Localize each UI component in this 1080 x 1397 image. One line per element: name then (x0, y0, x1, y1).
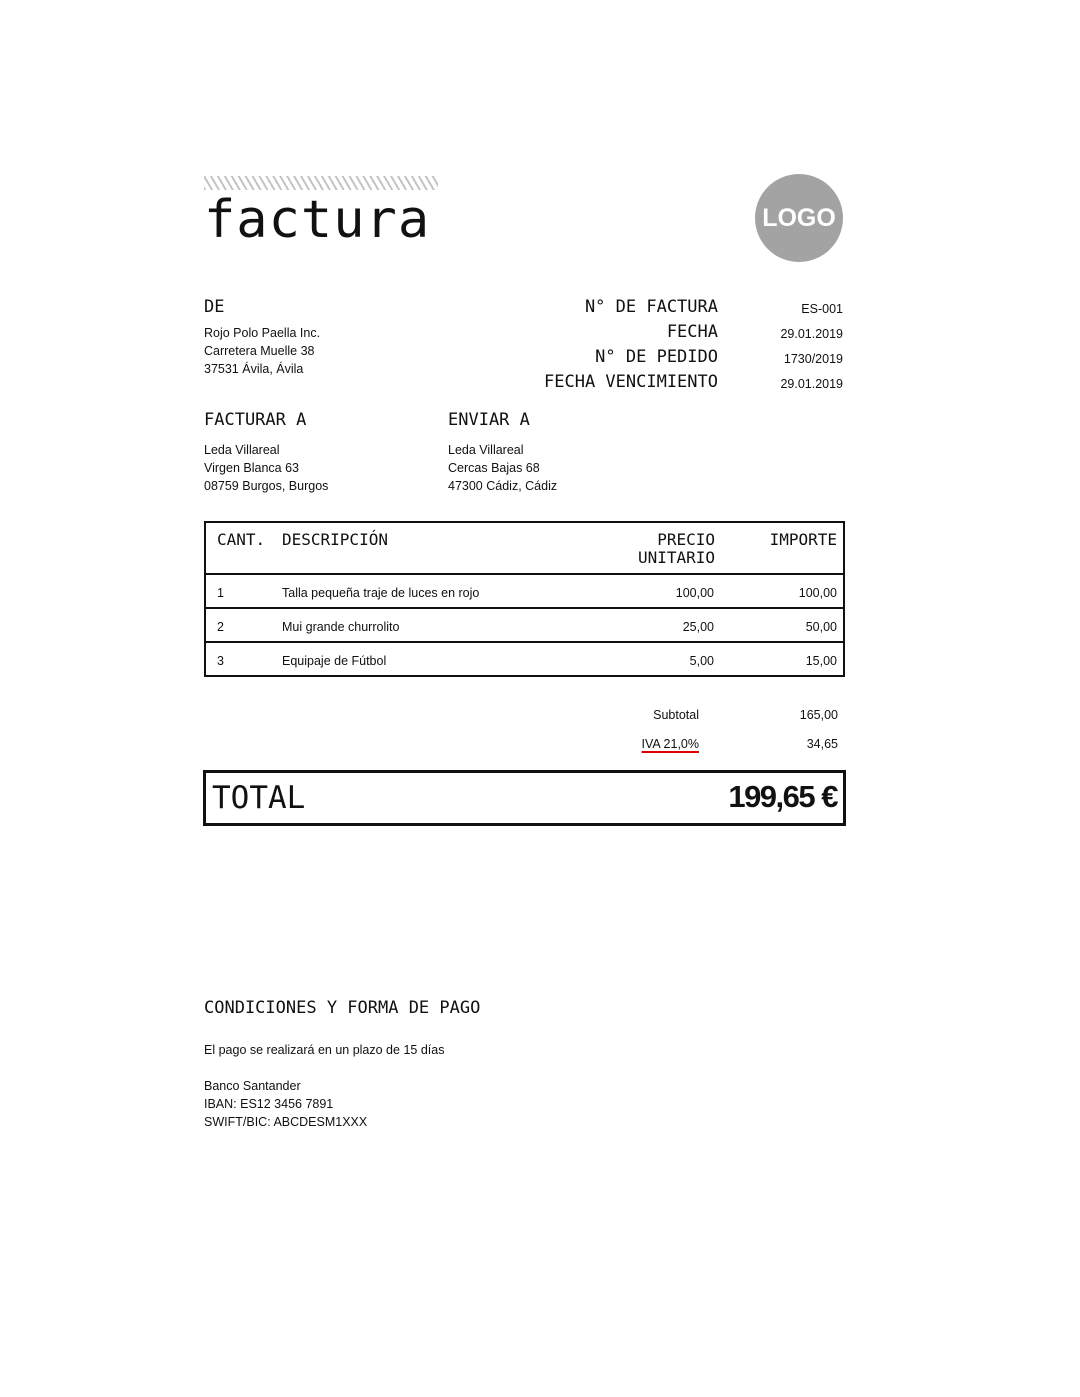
column-header-unit-price (638, 531, 715, 567)
column-header-unit-price-line: PRECIO (657, 530, 715, 549)
meta-value: 29.01.2019 (780, 327, 843, 341)
meta-invoice-number (500, 297, 843, 322)
column-header-description: DESCRIPCIÓN (282, 530, 388, 549)
row-2-qty: 2 (217, 620, 224, 634)
logo-text: LOGO (762, 203, 836, 232)
meta-label: N° DE FACTURA (584, 297, 718, 317)
from-line: Carretera Muelle 38 (204, 344, 315, 358)
items-table (204, 521, 845, 677)
meta-label: FECHA VENCIMIENTO (544, 372, 718, 392)
ship-to-address (448, 441, 557, 495)
row-3-amount: 15,00 (805, 654, 837, 668)
meta-label: N° DE PEDIDO (595, 347, 718, 367)
ship-to-line: Cercas Bajas 68 (448, 461, 540, 475)
payment-terms: El pago se realizará en un plazo de 15 días (204, 1043, 445, 1057)
bill-to-label: FACTURAR A (204, 410, 307, 430)
row-2-description: Mui grande churrolito (282, 620, 400, 634)
document-title: factura (204, 190, 431, 250)
ship-to-line: Leda Villareal (448, 443, 524, 457)
table-header-divider (206, 573, 843, 575)
ship-to-line: 47300 Cádiz, Cádiz (448, 479, 558, 493)
bank-line: IBAN: ES12 3456 7891 (204, 1097, 334, 1111)
meta-due-date (500, 372, 843, 397)
row-2-amount: 50,00 (805, 620, 837, 634)
row-3-qty: 3 (217, 654, 224, 668)
row-2-unit-price: 25,00 (682, 620, 714, 634)
row-1-amount: 100,00 (798, 586, 837, 600)
from-line: Rojo Polo Paella Inc. (204, 326, 321, 340)
from-line: 37531 Ávila, Ávila (204, 362, 304, 376)
bill-to-address (204, 441, 328, 495)
column-header-amount: IMPORTE (769, 530, 837, 549)
company-logo (755, 174, 843, 262)
column-header-unit-price-line: UNITARIO (637, 548, 715, 567)
meta-date (500, 322, 843, 347)
meta-value: 1730/2019 (783, 352, 843, 366)
row-3-description: Equipaje de Fútbol (282, 654, 387, 668)
row-1-unit-price: 100,00 (675, 586, 714, 600)
ship-to-label: ENVIAR A (448, 410, 530, 430)
row-1-description: Talla pequeña traje de luces en rojo (282, 586, 480, 600)
meta-order-number (500, 347, 843, 372)
bank-line: SWIFT/BIC: ABCDESM1XXX (204, 1115, 368, 1129)
meta-value: 29.01.2019 (780, 377, 843, 391)
bill-to-line: 08759 Burgos, Burgos (204, 479, 329, 493)
column-header-qty: CANT. (217, 530, 266, 549)
vat-label: IVA 21,0% (641, 737, 699, 751)
bank-line: Banco Santander (204, 1079, 301, 1093)
meta-value: ES-001 (801, 302, 843, 316)
table-row-divider (206, 641, 843, 643)
meta-label: FECHA (666, 322, 718, 342)
from-label: DE (204, 297, 225, 317)
total-label: TOTAL (212, 780, 306, 816)
bill-to-line: Leda Villareal (204, 443, 280, 457)
subtotal-label: Subtotal (653, 708, 699, 722)
payment-heading: CONDICIONES Y FORMA DE PAGO (204, 998, 481, 1018)
vat-value: 34,65 (806, 737, 838, 751)
subtotal-value: 165,00 (799, 708, 838, 722)
total-box (203, 770, 846, 826)
table-row-divider (206, 607, 843, 609)
from-address (204, 324, 320, 378)
bank-details (204, 1077, 367, 1131)
row-1-qty: 1 (217, 586, 224, 600)
total-value: 199,65 € (728, 779, 837, 814)
row-3-unit-price: 5,00 (689, 654, 714, 668)
bill-to-line: Virgen Blanca 63 (204, 461, 299, 475)
